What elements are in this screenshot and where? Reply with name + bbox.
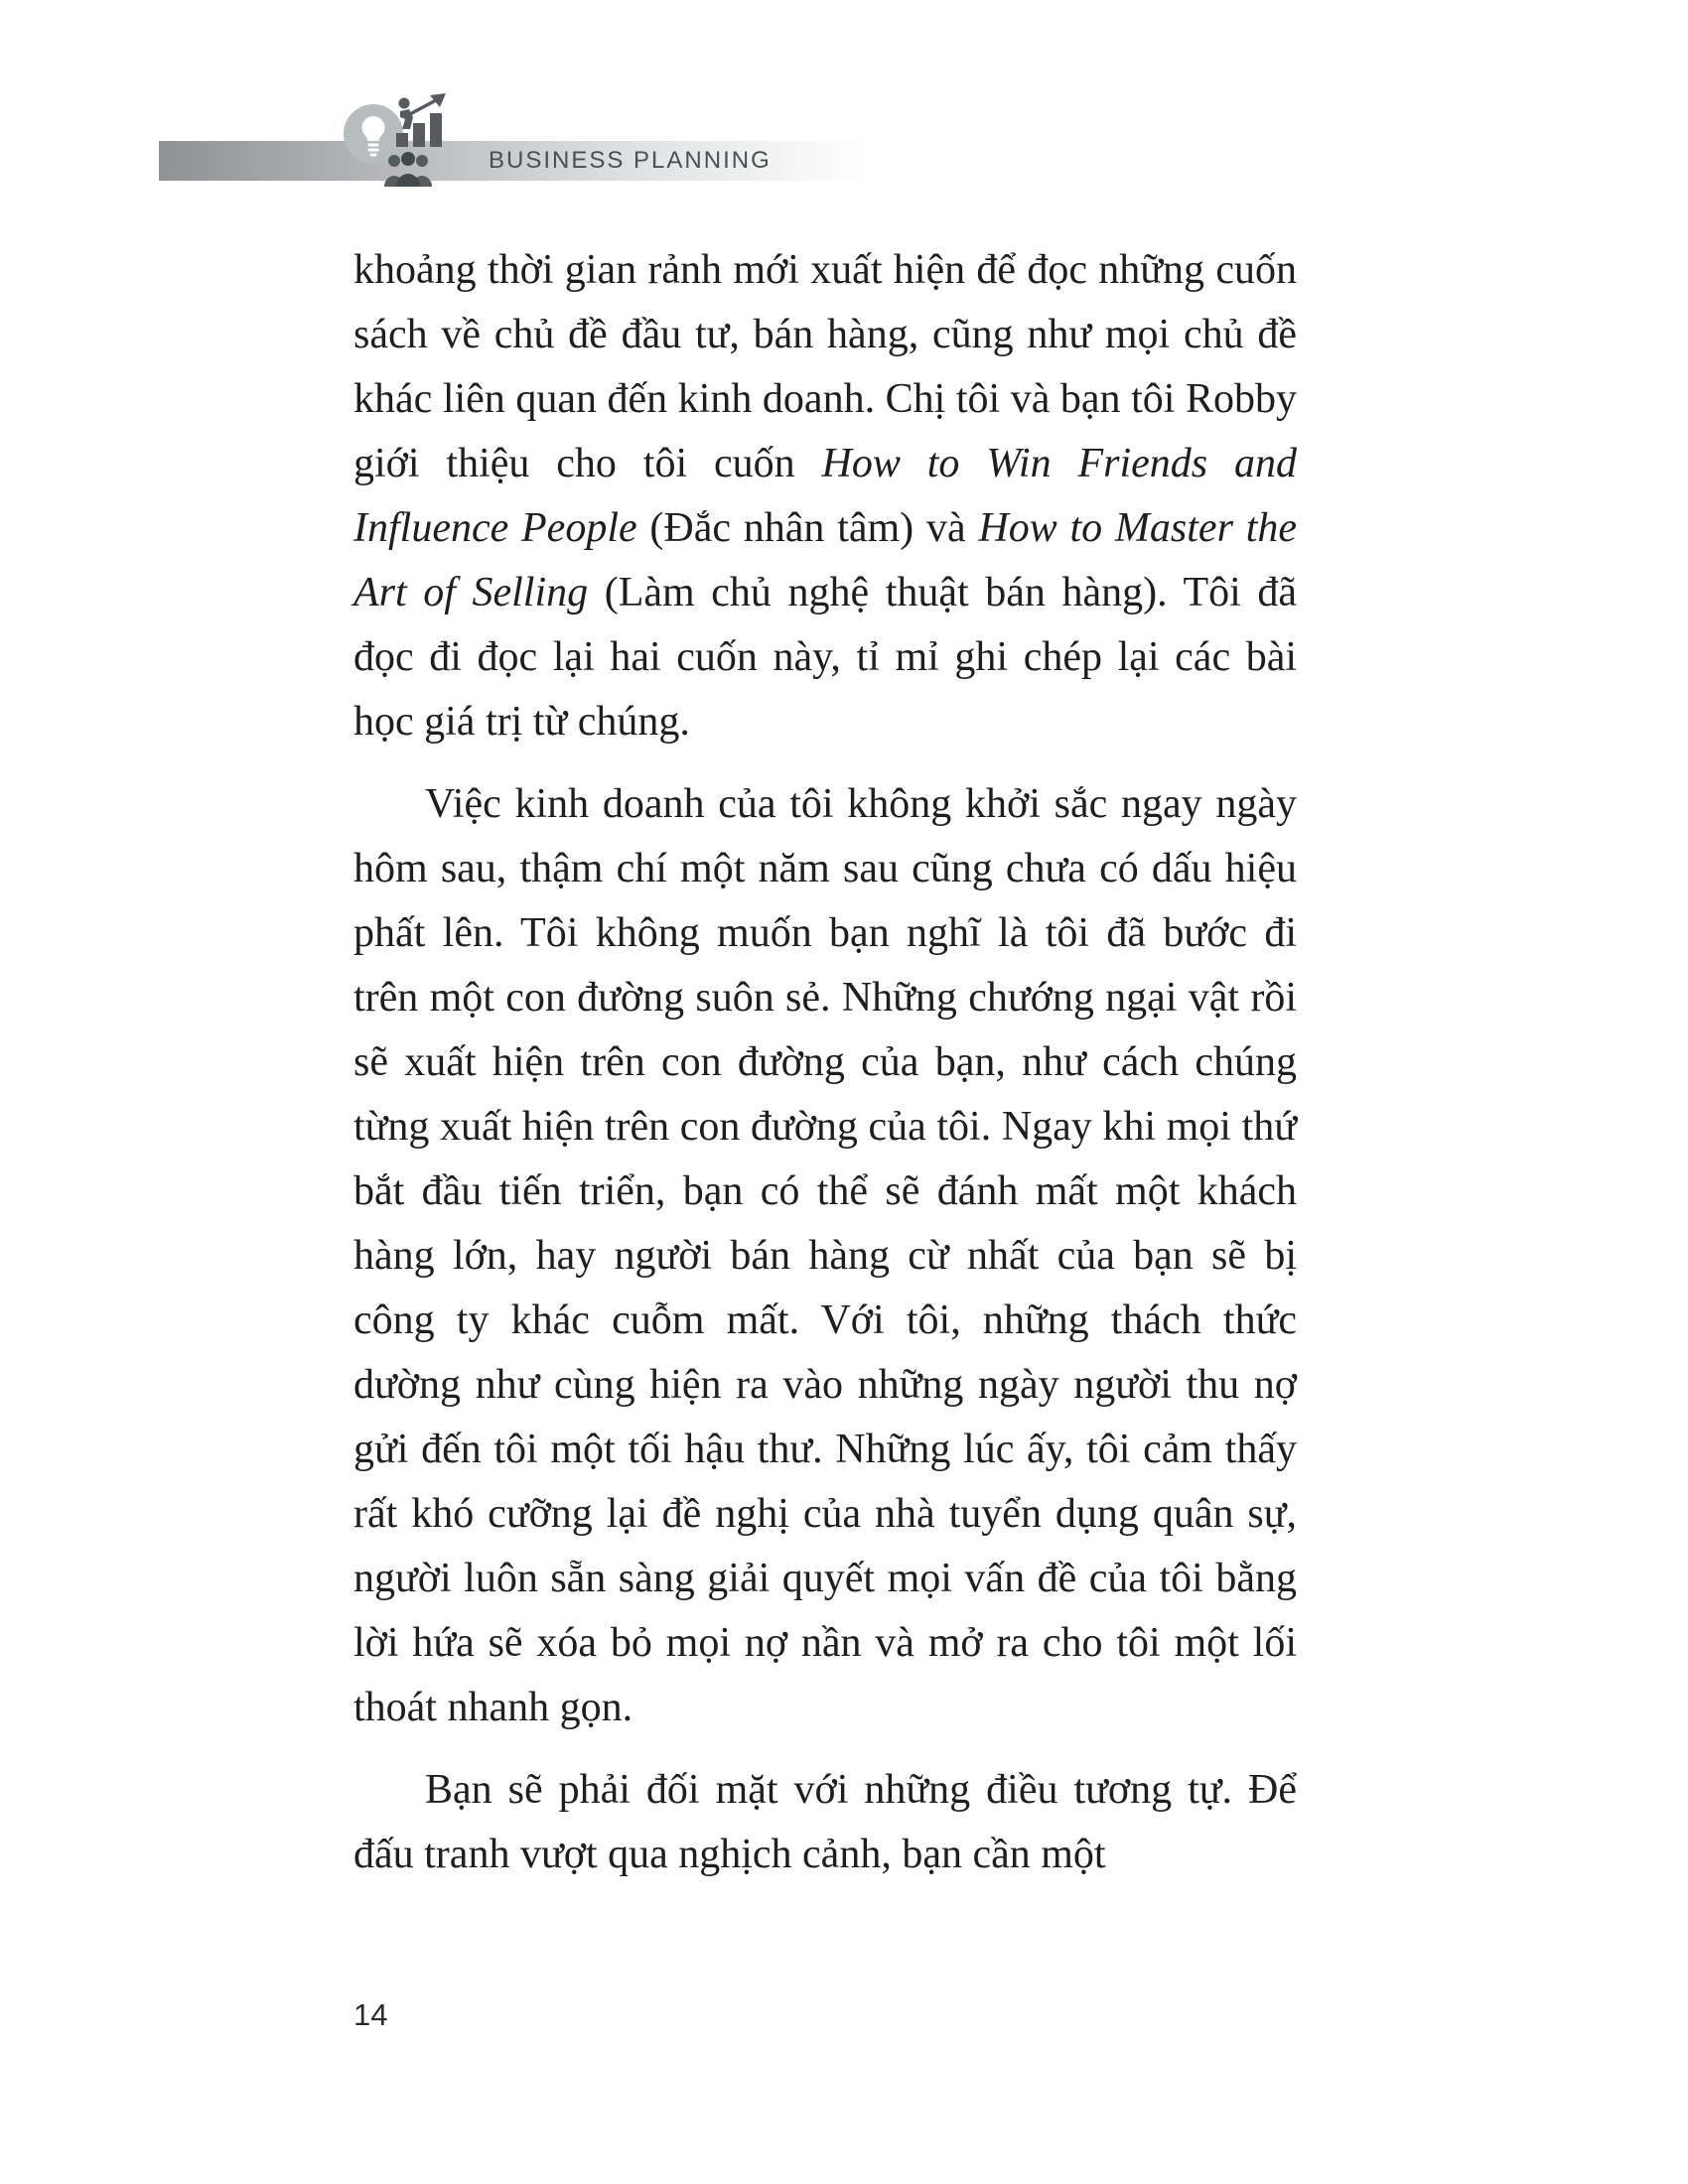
book-title-italic: How to Master the Art of Selling [353, 505, 1298, 615]
text-segment: Bạn sẽ phải đối mặt với những điều tương tự. Để đấu tranh vượt qua nghịch cảnh, bạn cần một [353, 1767, 1297, 1877]
page-number: 14 [353, 1997, 388, 2032]
text-segment: (Làm chủ nghệ thuật bán hàng). Tôi đã đọc đi đọc lại hai cuốn này, tỉ mỉ ghi chép lại các bài học giá trị từ chúng. [353, 570, 1297, 745]
paragraph-3 [353, 1758, 1297, 1887]
growth-chart-icon [390, 91, 450, 154]
paragraph-2 [353, 772, 1297, 1740]
header-title: BUSINESS PLANNING [489, 147, 772, 174]
text-segment: Việc kinh doanh của tôi không khởi sắc ngay ngày hôm sau, thậm chí một năm sau cũng chưa có dấu hiệu phất lên. Tôi không muốn bạn nghĩ là tôi đã bước đi trên một con đường suôn sẻ. Những chướng ngại vật rồi sẽ xuất hiện trên con đường của bạn, như cách chúng từng xuất hiện trên con đường của tôi. Ngay khi mọi thứ bắt đầu tiến triển, bạn có thể sẽ đánh mất một khách hàng lớn, hay người bán hàng cừ nhất của bạn sẽ bị công ty khác cuỗm mất. Với tôi, những thách thức dường như cùng hiện ra vào những ngày người thu nợ gửi đến tôi một tối hậu thư. Những lúc ấy, tôi cảm thấy rất khó cưỡng lại đề nghị của nhà tuyển dụng quân sự, người luôn sẵn sàng giải quyết mọi vấn đề của tôi bằng lời hứa sẽ xóa bỏ mọi nợ nần và mở ra cho tôi một lối thoát nhanh gọn. [353, 781, 1297, 1730]
team-icon [380, 151, 436, 192]
book-title-italic: How to Win Friends and Influence People [353, 441, 1297, 551]
text-segment: khoảng thời gian rảnh mới xuất hiện để đọc những cuốn sách về chủ đề đầu tư, bán hàng, cũng như mọi chủ đề khác liên quan đến kinh doanh. Chị tôi và bạn tôi Robby giới thiệu cho tôi cuốn [353, 247, 1297, 486]
page-content [353, 238, 1297, 1887]
paragraph-1 [353, 238, 1297, 754]
header-logo-cluster [343, 91, 457, 191]
text-segment: (Đắc nhân tâm) và [636, 505, 979, 551]
